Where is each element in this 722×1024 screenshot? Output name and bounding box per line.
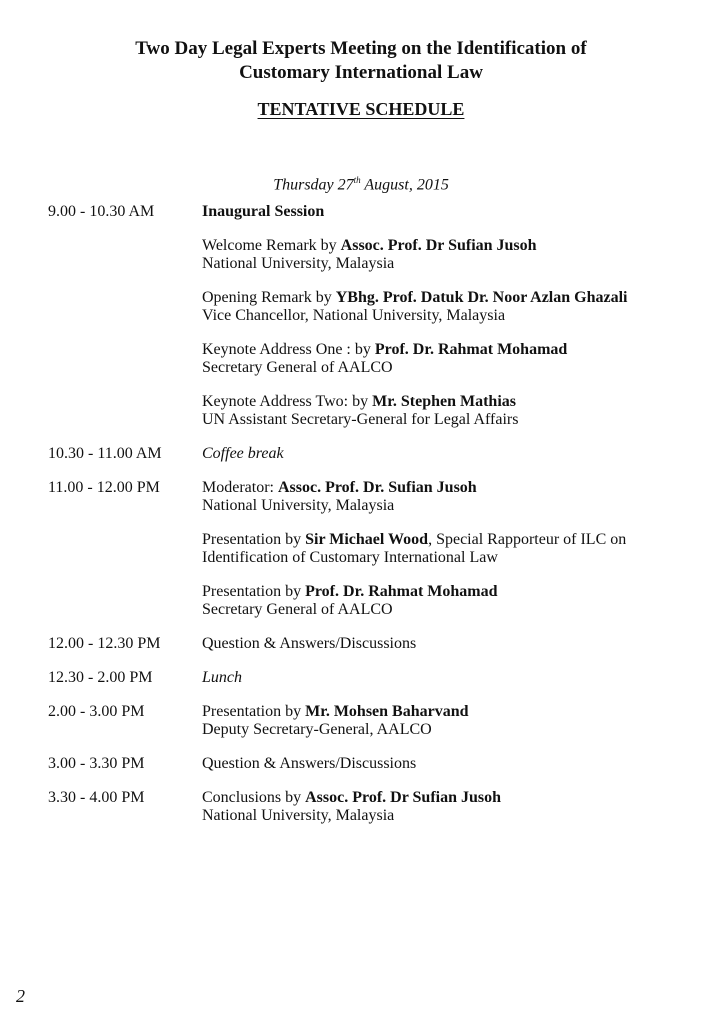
schedule-entry xyxy=(202,341,688,377)
speaker-affiliation: Deputy Secretary-General, AALCO xyxy=(202,721,432,738)
slot-items xyxy=(202,445,688,463)
entry-role: Moderator: xyxy=(202,479,278,496)
schedule-slot xyxy=(48,755,688,773)
entry-text: Question & Answers/Discussions xyxy=(202,755,417,772)
entry-headline xyxy=(202,237,688,255)
schedule-entry xyxy=(202,479,688,515)
schedule-entry xyxy=(202,203,688,221)
event-date xyxy=(0,170,722,195)
slot-time: 2.00 - 3.00 PM xyxy=(48,703,145,720)
schedule-entry xyxy=(202,789,688,825)
title-line-2: Customary International Law xyxy=(239,62,483,83)
slot-time: 3.30 - 4.00 PM xyxy=(48,789,145,806)
slot-time: 10.30 - 11.00 AM xyxy=(48,445,162,462)
entry-role: Keynote Address Two: by xyxy=(202,393,373,410)
schedule-entry xyxy=(202,583,688,619)
schedule-slot xyxy=(48,669,688,687)
speaker-affiliation: Vice Chancellor, National University, Malaysia xyxy=(202,307,506,324)
entry-headline xyxy=(202,341,688,359)
entry-role: Welcome Remark by xyxy=(202,237,341,254)
schedule-entry xyxy=(202,531,688,567)
speaker-affiliation: Secretary General of AALCO xyxy=(202,601,393,618)
slot-items xyxy=(202,703,688,739)
slot-items xyxy=(202,669,688,687)
schedule-slot xyxy=(48,789,688,825)
slot-items xyxy=(202,203,688,429)
schedule-slot xyxy=(48,635,688,653)
speaker-affiliation: National University, Malaysia xyxy=(202,255,395,272)
entry-headline xyxy=(202,703,688,721)
entry-headline xyxy=(202,479,688,497)
slot-time: 11.00 - 12.00 PM xyxy=(48,479,160,496)
schedule-entry xyxy=(202,635,688,653)
slot-items xyxy=(202,635,688,653)
page-number: 2 xyxy=(16,986,25,1006)
schedule-entry xyxy=(202,445,688,463)
schedule-entry xyxy=(202,669,688,687)
schedule-entry xyxy=(202,755,688,773)
entry-role: Presentation by xyxy=(202,531,306,548)
document-title xyxy=(0,37,722,85)
entry-text: Inaugural Session xyxy=(202,203,325,220)
schedule-table xyxy=(48,203,688,841)
entry-text: Question & Answers/Discussions xyxy=(202,635,417,652)
speaker-name: Mr. Stephen Mathias xyxy=(372,393,516,410)
schedule-slot xyxy=(48,479,688,619)
entry-headline xyxy=(202,289,688,307)
slot-items xyxy=(202,479,688,619)
speaker-name: Prof. Dr. Rahmat Mohamad xyxy=(374,341,568,358)
entry-headline xyxy=(202,531,688,549)
date-ordinal: th xyxy=(353,175,361,185)
speaker-name: Assoc. Prof. Dr. Sufian Jusoh xyxy=(277,479,477,496)
slot-time: 3.00 - 3.30 PM xyxy=(48,755,145,772)
entry-headline xyxy=(202,393,688,411)
schedule-heading-text: TENTATIVE SCHEDULE xyxy=(257,99,465,119)
schedule-heading xyxy=(0,98,722,120)
speaker-affiliation: Identification of Customary International Law xyxy=(202,549,498,566)
schedule-entry xyxy=(202,703,688,739)
schedule-slot xyxy=(48,203,688,429)
speaker-name: Assoc. Prof. Dr Sufian Jusoh xyxy=(305,789,502,806)
schedule-slot xyxy=(48,703,688,739)
date-rest: August, 2015 xyxy=(360,176,449,194)
entry-role: Opening Remark by xyxy=(202,289,336,306)
speaker-affiliation: National University, Malaysia xyxy=(202,807,395,824)
schedule-slot xyxy=(48,445,688,463)
speaker-name: Mr. Mohsen Baharvand xyxy=(305,703,469,720)
slot-time: 12.00 - 12.30 PM xyxy=(48,635,161,652)
slot-time: 9.00 - 10.30 AM xyxy=(48,203,155,220)
entry-role: Keynote Address One : by xyxy=(202,341,375,358)
schedule-entry xyxy=(202,237,688,273)
entry-role: Conclusions by xyxy=(202,789,306,806)
speaker-name: Prof. Dr. Rahmat Mohamad xyxy=(305,583,498,600)
slot-time: 12.30 - 2.00 PM xyxy=(48,669,153,686)
date-weekday: Thursday 27 xyxy=(273,176,354,194)
speaker-name: Assoc. Prof. Dr Sufian Jusoh xyxy=(340,237,537,254)
entry-text: Lunch xyxy=(202,669,242,686)
entry-headline xyxy=(202,583,688,601)
entry-headline xyxy=(202,789,688,807)
entry-role: Presentation by xyxy=(202,583,306,600)
speaker-name: Sir Michael Wood xyxy=(305,531,429,548)
title-line-1: Two Day Legal Experts Meeting on the Identification of xyxy=(135,38,587,59)
entry-text: Coffee break xyxy=(202,445,284,462)
speaker-affiliation: National University, Malaysia xyxy=(202,497,395,514)
entry-suffix: , Special Rapporteur of ILC on xyxy=(428,531,627,548)
speaker-name: YBhg. Prof. Datuk Dr. Noor Azlan Ghazali xyxy=(335,289,628,306)
schedule-entry xyxy=(202,393,688,429)
speaker-affiliation: Secretary General of AALCO xyxy=(202,359,393,376)
entry-role: Presentation by xyxy=(202,703,306,720)
schedule-entry xyxy=(202,289,688,325)
slot-items xyxy=(202,755,688,773)
speaker-affiliation: UN Assistant Secretary-General for Legal Affairs xyxy=(202,411,519,428)
slot-items xyxy=(202,789,688,825)
